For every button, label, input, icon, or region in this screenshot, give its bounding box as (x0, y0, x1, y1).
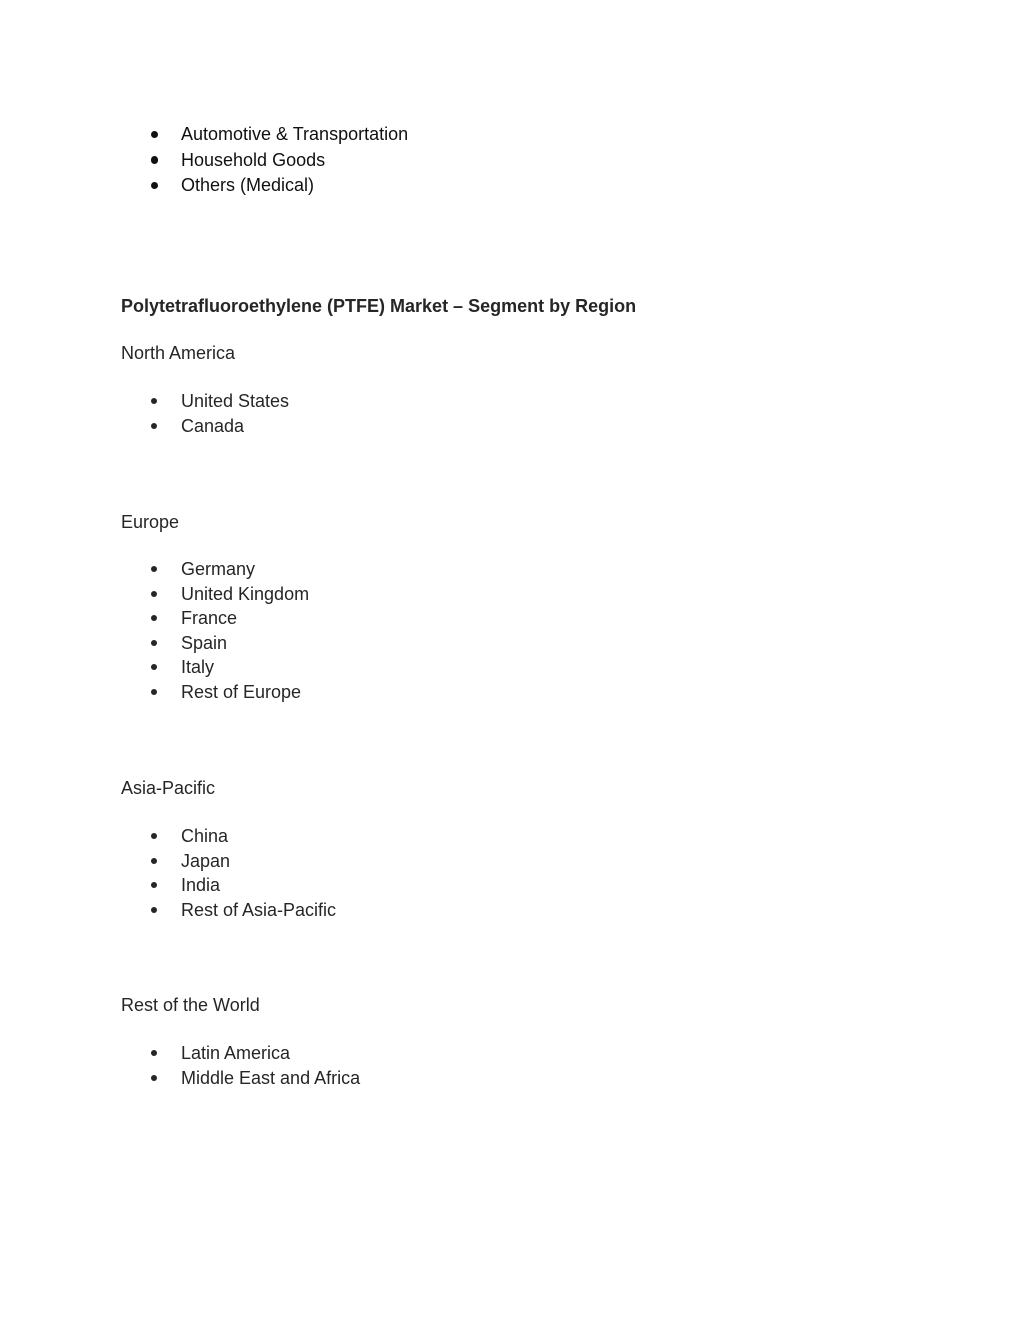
list-item (0, 849, 1024, 874)
bullet-icon (151, 398, 157, 404)
section-heading: Polytetrafluoroethylene (PTFE) Market – Segment by Region (121, 296, 637, 316)
bullet-icon (151, 591, 157, 597)
list-item-text: Rest of Asia-Pacific (181, 899, 337, 920)
bullet-icon (151, 882, 157, 888)
list-item (0, 655, 1024, 680)
list-item (0, 389, 1024, 414)
list-item (0, 873, 1024, 898)
list-item-text: Rest of Europe (181, 681, 302, 702)
region-list-rest-of-world (0, 1041, 1024, 1090)
bullet-icon (151, 1050, 157, 1056)
region-list-north-america (0, 389, 1024, 438)
list-item-text: France (181, 608, 238, 628)
list-item-text: Household Goods (181, 149, 326, 170)
list-item-text: India (181, 875, 221, 895)
bullet-icon (151, 664, 157, 670)
list-item (0, 414, 1024, 439)
bullet-icon (151, 858, 157, 864)
bullet-icon (151, 907, 157, 913)
list-item (0, 173, 1024, 198)
region-heading-north-america: North America (121, 343, 236, 363)
list-item-text: Canada (181, 415, 245, 436)
list-item (0, 824, 1024, 849)
region-list-europe (0, 557, 1024, 704)
bullet-icon (151, 131, 159, 139)
bullet-icon (151, 182, 159, 190)
bullet-icon (151, 640, 157, 646)
region-list-asia-pacific (0, 824, 1024, 922)
bullet-icon (151, 615, 157, 621)
list-item-text: United States (181, 391, 290, 411)
list-item-text: Germany (181, 559, 256, 579)
list-item (0, 1066, 1024, 1091)
list-item (0, 557, 1024, 582)
list-item-text: Italy (181, 657, 215, 677)
region-heading-europe: Europe (121, 512, 180, 532)
list-item (0, 680, 1024, 705)
bullet-icon (151, 566, 157, 572)
bullet-icon (151, 833, 157, 839)
list-item (0, 122, 1024, 147)
list-item-text: Others (Medical) (181, 175, 315, 195)
region-heading-asia-pacific: Asia-Pacific (121, 778, 216, 798)
bullet-icon (151, 1075, 157, 1081)
list-item-text: United Kingdom (181, 583, 310, 604)
list-item (0, 1041, 1024, 1066)
list-item (0, 631, 1024, 656)
list-item-text: China (181, 826, 229, 846)
application-segment-list (0, 122, 1024, 198)
list-item (0, 606, 1024, 631)
list-item-text: Latin America (181, 1043, 291, 1063)
list-item-text: Japan (181, 850, 231, 871)
list-item-text: Spain (181, 632, 228, 653)
bullet-icon (151, 423, 157, 429)
list-item (0, 148, 1024, 173)
list-item-text: Middle East and Africa (181, 1067, 361, 1088)
region-heading-rest-of-world: Rest of the World (121, 995, 260, 1015)
list-item (0, 582, 1024, 607)
list-item-text: Automotive & Transportation (181, 124, 409, 144)
bullet-icon (151, 689, 157, 695)
bullet-icon (151, 156, 159, 164)
list-item (0, 898, 1024, 923)
